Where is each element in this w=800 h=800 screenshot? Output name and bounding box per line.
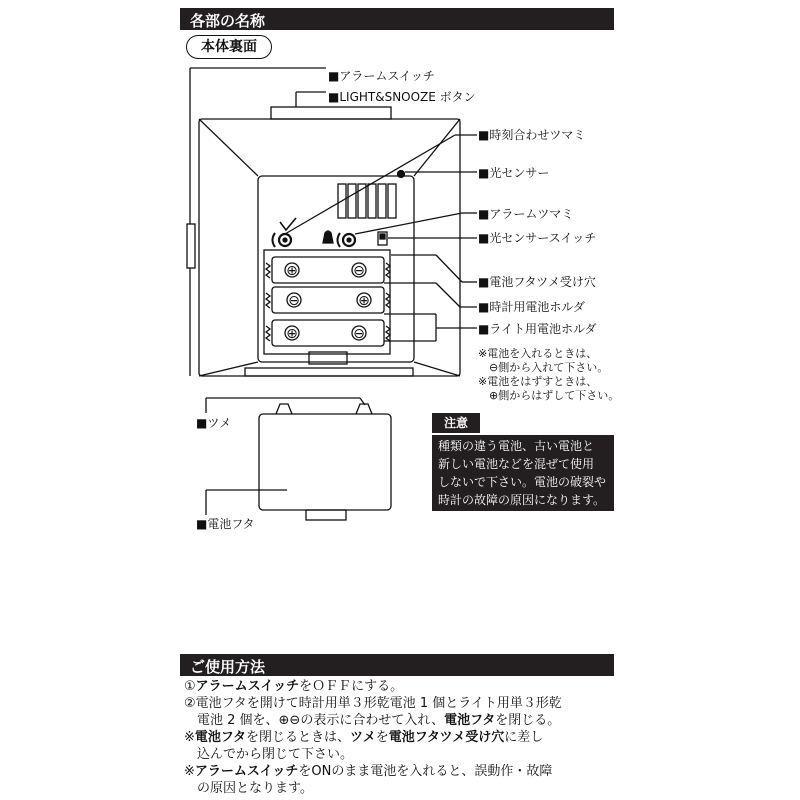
plus-symbol: ⊕ [358, 293, 370, 309]
minus-symbol: ⊖ [353, 263, 365, 279]
caution-line: しないで下さい。電池の破裂や [438, 475, 607, 489]
label-clock-battery-holder: ■時計用電池ホルダ [478, 300, 585, 314]
label-light-battery-holder: ■ライト用電池ホルダ [478, 322, 597, 336]
usage-line-7: の原因となります。 [184, 781, 313, 796]
label-battery-cover: ■電池フタ [196, 517, 255, 531]
minus-symbol: ⊖ [288, 293, 300, 309]
battery-cover [259, 414, 391, 510]
label-alarm-knob: ■アラームツマミ [478, 207, 574, 221]
light-snooze-button [271, 107, 391, 119]
view-label: 本体裏面 [186, 35, 272, 59]
alarm-switch [187, 224, 195, 268]
usage-header [180, 654, 614, 676]
caution-box [432, 435, 614, 511]
label-light-sensor-switch: ■光センサースイッチ [478, 231, 597, 245]
usage-title: ご使用方法 [190, 658, 266, 676]
usage-line-4: ※電池フタを閉じるときは、ツメを電池フタツメ受け穴に差し [184, 730, 544, 745]
label-light-snooze: ■LIGHT&SNOOZE ボタン [328, 90, 476, 104]
speaker-grille [338, 184, 396, 218]
label-cover-tab-hole: ■電池フタツメ受け穴 [478, 275, 596, 289]
label-time-knob: ■時刻合わせツマミ [478, 128, 586, 142]
section-title: 各部の名称 [190, 12, 266, 30]
usage-line-6: ※アラームスイッチをONのまま電池を入れると、誤動作・故障 [184, 764, 553, 779]
plus-symbol: ⊕ [286, 326, 298, 342]
note-line-3: ※電池をはずすときは、 [478, 375, 598, 388]
caution-title: 注意 [432, 413, 480, 433]
usage-line-5: 込んでから閉じて下さい。 [184, 747, 354, 762]
note-line-4: ⊕側からはずして下さい。 [478, 389, 620, 402]
caution-line: 種類の違う電池、古い電池と [438, 439, 595, 453]
caution-line: 新しい電池などを混ぜて使用 [438, 457, 595, 471]
plus-symbol: ⊕ [286, 263, 298, 279]
label-light-sensor: ■光センサー [478, 166, 550, 180]
usage-line-1: ①アラームスイッチをＯＦＦにする。 [184, 679, 404, 694]
caution-line: 時計の故障の原因になります。 [438, 493, 606, 507]
usage-line-2: ②電池フタを開けて時計用単３形乾電池 1 個とライト用単３形乾 [184, 696, 562, 711]
light-sensor [398, 171, 405, 178]
usage-line-3: 電池 2 個を、⊕⊖の表示に合わせて入れ、電池フタを閉じる。 [184, 713, 561, 728]
label-alarm-switch: ■アラームスイッチ [328, 69, 435, 83]
minus-symbol: ⊖ [353, 326, 365, 342]
note-line-2: ⊖側から入れて下さい。 [478, 361, 609, 374]
label-tab: ■ツメ [196, 416, 232, 430]
usage-instructions [184, 678, 562, 797]
note-line-1: ※電池を入れるときは、 [478, 347, 598, 360]
